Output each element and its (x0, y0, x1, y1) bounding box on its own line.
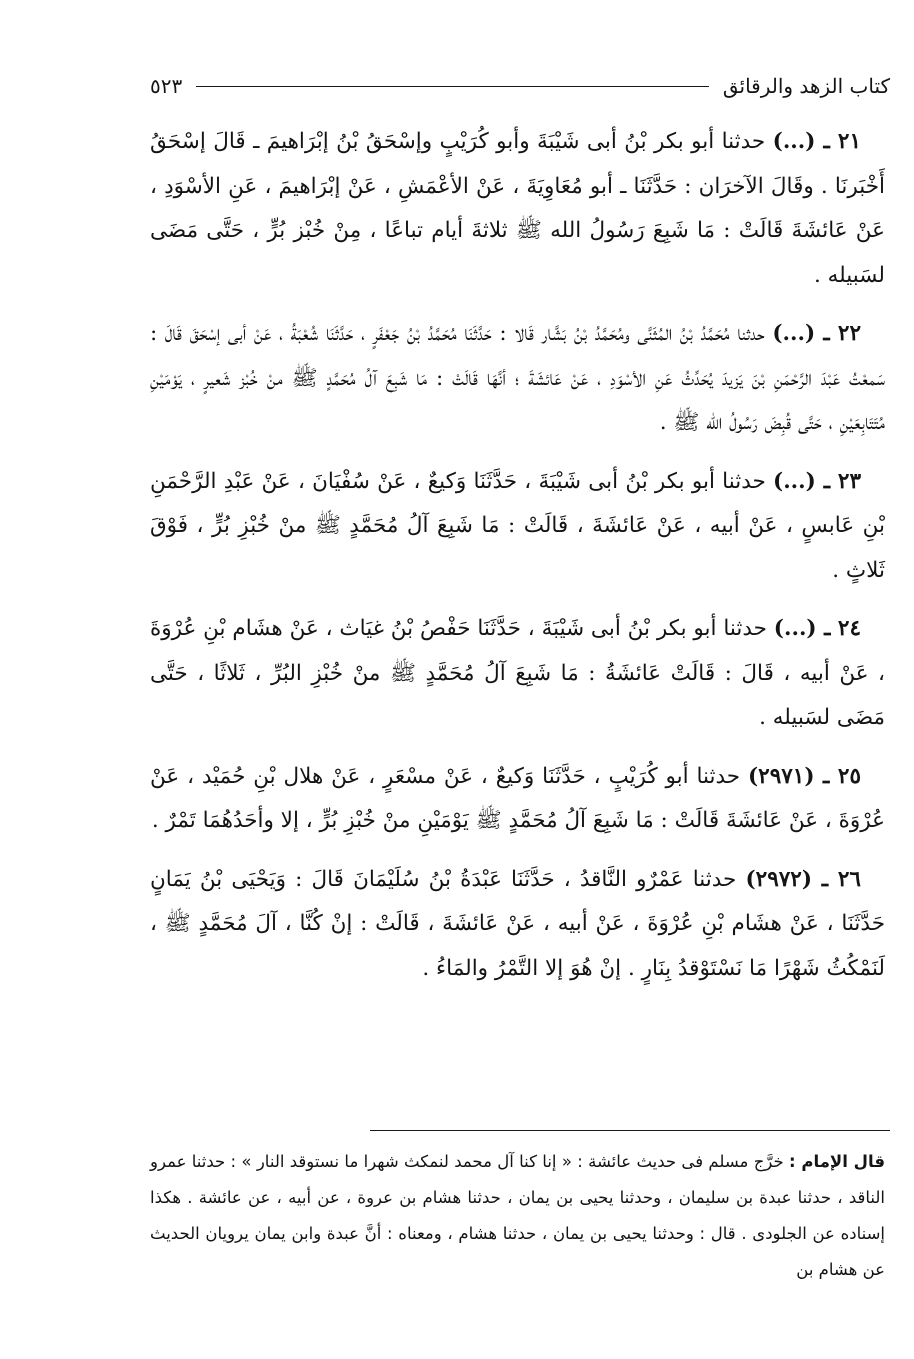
hadith-text: حدثنا مُحَمَّدُ بْنُ المُثَنَّى ومُحَمَّدُ بْنُ بَشَّار قَالا : حَدَّثَنَا مُحَمَّدُ بْنُ جَعْفَرٍ ، حَدَّثَنَا شُعْبَةُ ، عَنْ أبى إسْحَقَ قَالَ : سَمعْتُ عَبْدَ الرَّحْمَنِ بْنَ يَزيدَ يُحَدِّثُ عَنِ الأسْوَدِ ، عَنْ عَائشَةَ ؛ أنَّهَا قَالَتْ : مَا شَبِعَ آلُ مُحَمَّدٍ ﷺ منْ خُبْز شَعيرٍ ، يَوْمَيْنِ مُتَتَابِعَيْنِ ، حَتَّى قُبِضَ رَسُولُ الله ﷺ . (150, 321, 885, 435)
hadith-paragraph (150, 312, 885, 446)
hadith-text: حدثنا عَمْرٌو النَّاقدُ ، حَدَّثَنَا عَبْدَةُ بْنُ سُلَيْمَانَ قَالَ : وَيَحْيَى بْنُ يَمَانٍ حَدَّثَنَا ، عَنْ هشَام بْنِ عُرْوَةَ ، عَنْ أبيه ، عَنْ عَائشَةَ ، قَالَتْ : إنْ كُنَّا ، آلَ مُحَمَّدٍ ﷺ ، لَنَمْكُثُ شَهْرًا مَا نَسْتَوْقدُ بِنَارٍ . إنْ هُوَ إلا التَّمْرُ والمَاءُ . (150, 866, 885, 981)
running-title: كتاب الزهد والرقائق (722, 74, 890, 98)
hadith-number: ٢٢ ـ (...) (772, 321, 861, 346)
hadith-paragraph (150, 120, 885, 298)
hadith-paragraph (150, 460, 885, 594)
main-text (150, 120, 885, 1005)
hadith-text: حدثنا أبو بكر بْنُ أبى شَيْبَةَ وأبو كُرَيْبٍ وإسْحَقُ بْنُ إبْرَاهيمَ ـ قَالَ إسْحَقُ أَخْبَرنَا . وقَالَ الآخرَان : حَدَّثَنَا ـ أبو مُعَاوِيَةَ ، عَنْ الأعْمَشِ ، عَنْ إبْرَاهيمَ ، عَنِ الأسْوَدِ ، عَنْ عَائشَةَ قَالَتْ : مَا شَبِعَ رَسُولُ الله ﷺ ثلاثةَ أيام تباعًا ، مِنْ خُبْز بُرٍّ ، حَتَّى مَضَى لسَبيله . (150, 129, 885, 288)
hadith-number: ٢٦ ـ (٢٩٧٢) (745, 866, 861, 892)
footnote-text: خرَّج مسلم فى حديث عائشة : « إنا كنا آل محمد لنمكث شهرا ما نستوقد النار » : حدثنا عمرو الناقد ، حدثنا عبدة بن سليمان ، وحدثنا يحيى بن يمان ، حدثنا هشام بن عروة ، عن أبيه ، عن عائشة . هكذا إسناده عن الجلودى . قال : وحدثنا يحيى بن يمان ، حدثنا هشام ، ومعناه : أنَّ عبدة وابن يمان يرويان الحديث عن هشام بن (150, 1152, 885, 1279)
hadith-text: حدثنا أبو كُرَيْبٍ ، حَدَّثَنَا وَكيعٌ ، عَنْ مسْعَرٍ ، عَنْ هلال بْنِ حُمَيْد ، عَنْ عُرْوَةَ ، عَنْ عَائشَةَ قَالَتْ : مَا شَبِعَ آلُ مُحَمَّدٍ ﷺ يَوْمَيْنِ منْ خُبْزِ بُرٍّ ، إلا وأحَدُهُمَا تَمْرٌ . (150, 763, 885, 833)
hadith-paragraph (150, 858, 885, 992)
hadith-number: ٢١ ـ (...) (772, 129, 861, 154)
hadith-paragraph (150, 607, 885, 741)
page-header (150, 66, 890, 106)
hadith-paragraph (150, 755, 885, 844)
hadith-number: ٢٣ ـ (...) (773, 468, 861, 494)
footnote-lead: قال الإمام : (789, 1152, 885, 1171)
hadith-number: ٢٥ ـ (٢٩٧١) (747, 763, 861, 789)
hadith-number: ٢٤ ـ (...) (773, 616, 861, 641)
hadith-text: حدثنا أبو بكر بْنُ أبى شَيْبَةَ ، حَدَّثَنَا وَكيعٌ ، عَنْ سُفْيَانَ ، عَنْ عَبْدِ الرَّحْمَنِ بْنِ عَابسٍ ، عَنْ أبيه ، عَنْ عَائشَةَ ، قَالَتْ : مَا شَبِعَ آلُ مُحَمَّدٍ ﷺ منْ خُبْزِ بُرٍّ ، فَوْقَ ثَلاثٍ . (150, 468, 885, 583)
footnote-commentary (150, 1144, 885, 1288)
hadith-text: حدثنا أبو بكر بْنُ أبى شَيْبَةَ ، حَدَّثَنَا حَفْصُ بْنُ غيَاث ، عَنْ هشَام بْنِ عُرْوَةَ ، عَنْ أبيه ، قَالَ : قَالَتْ عَائشَةُ : مَا شَبِعَ آلُ مُحَمَّدٍ ﷺ منْ خُبْزِ البُرِّ ، ثَلاثًا ، حَتَّى مَضَى لسَبيله . (150, 616, 885, 730)
header-rule (196, 86, 709, 87)
footnote-divider (370, 1130, 890, 1131)
page-number: ٥٢٣ (150, 74, 183, 98)
